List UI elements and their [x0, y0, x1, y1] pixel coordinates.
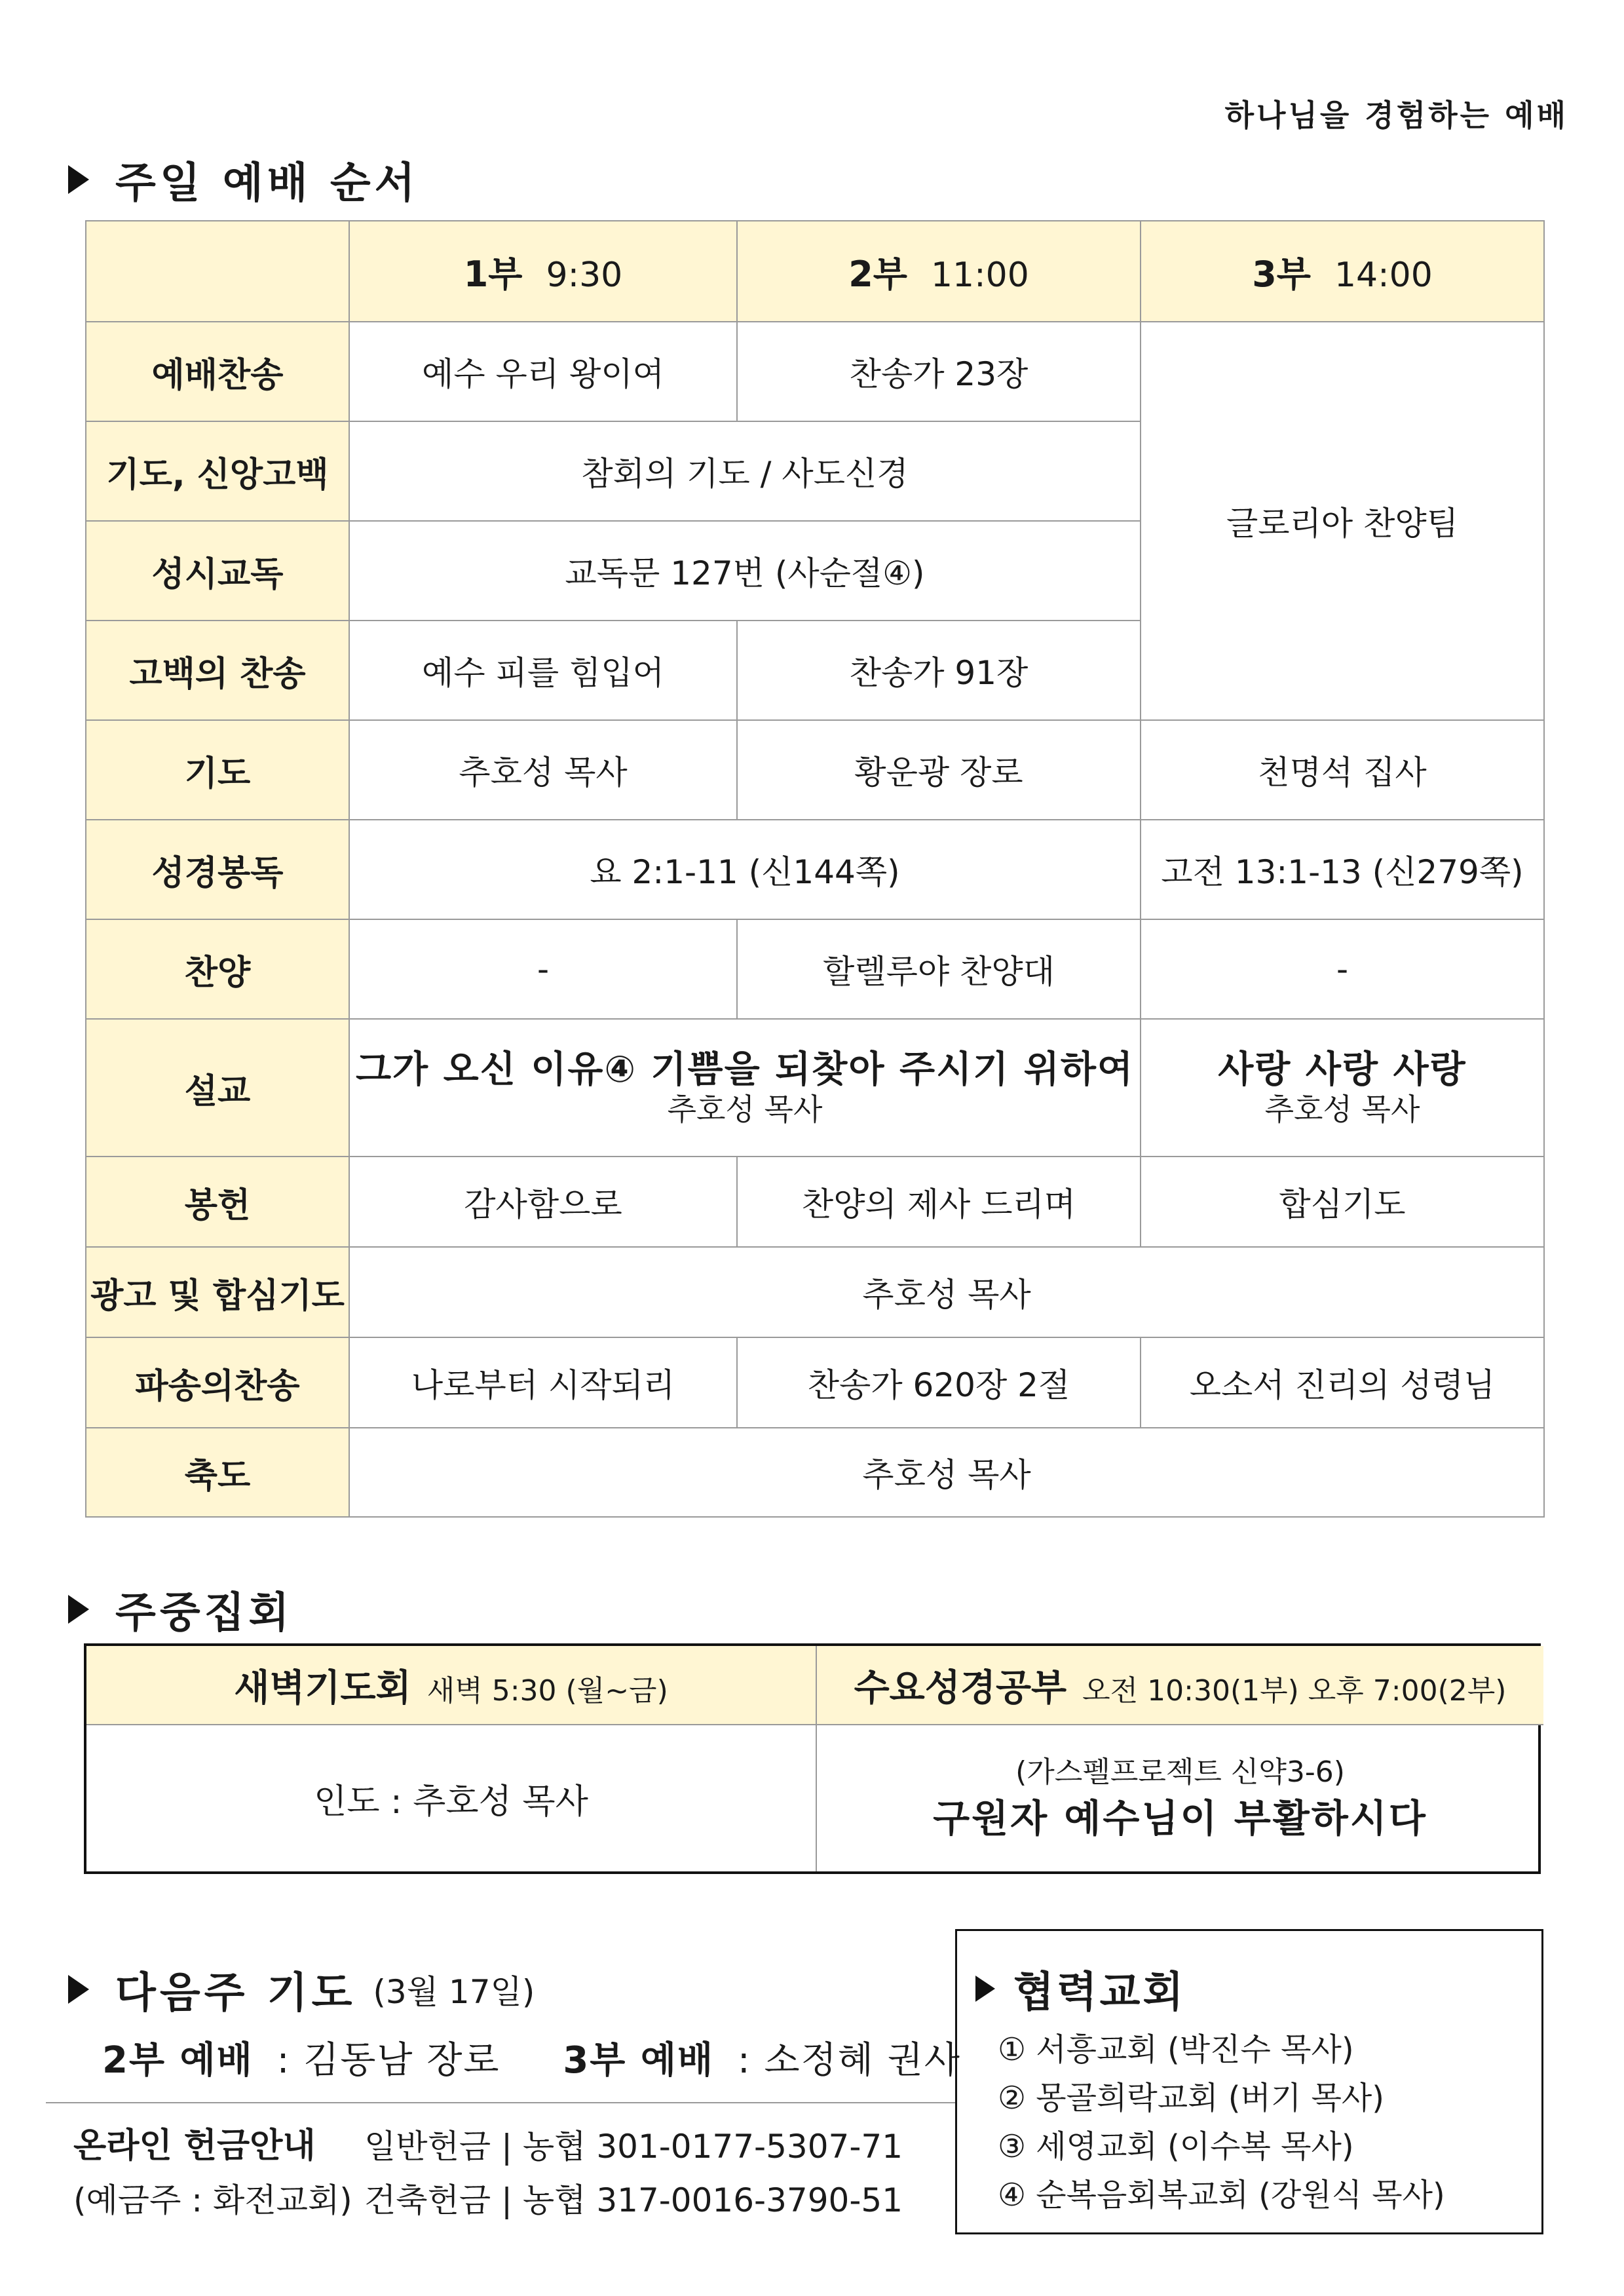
row-choir	[86, 919, 1544, 1019]
wed-header	[816, 1646, 1543, 1725]
midweek-section-title	[68, 1579, 293, 1639]
label-benediction: 축도	[86, 1428, 349, 1517]
giving-holder: (예금주 : 화전교회)	[73, 2181, 352, 2219]
coop-church-item: ① 서흥교회 (박진수 목사)	[998, 2031, 1354, 2068]
sermon-part12	[349, 1019, 1141, 1157]
coop-churches-box	[955, 1929, 1543, 2234]
prayer-creed-value: 참회의 기도 / 사도신경	[349, 421, 1141, 521]
divider-line	[46, 2102, 955, 2103]
label-prayer: 기도	[86, 720, 349, 820]
next-prayer-part3-label: 3부 예배	[563, 2039, 715, 2082]
header-part2: 2부 11:00	[737, 221, 1141, 322]
dawn-leader: 인도 : 추호성 목사	[86, 1725, 816, 1871]
dawn-header	[86, 1646, 816, 1725]
row-announcements	[86, 1247, 1544, 1337]
label-hymn: 예배찬송	[86, 322, 349, 421]
prayer-part3: 천명석 집사	[1141, 720, 1544, 820]
row-scripture	[86, 820, 1544, 919]
dawn-time: 새벽 5:30 (월~금)	[426, 1674, 668, 1708]
hymn-part2: 찬송가 23장	[737, 322, 1141, 421]
label-choir: 찬양	[86, 919, 349, 1019]
label-sending-hymn: 파송의찬송	[86, 1337, 349, 1428]
sermon-preacher: 추호성 목사	[667, 1092, 823, 1127]
label-responsive-reading: 성시교독	[86, 521, 349, 621]
sermon-part3-preacher: 추호성 목사	[1264, 1092, 1420, 1127]
offering-part3: 합심기도	[1141, 1157, 1544, 1247]
scripture-part12: 요 2:1-11 (신144쪽)	[349, 820, 1141, 919]
label-sermon: 설교	[86, 1019, 349, 1157]
triangle-bullet-icon	[68, 1975, 89, 2004]
next-prayer-section-title	[68, 1959, 535, 2019]
midweek-table	[86, 1646, 1543, 1871]
worship-title: 주일 예배 순서	[115, 159, 419, 208]
coop-church-item: ② 몽골희락교회 (버기 목사)	[998, 2080, 1384, 2116]
label-scripture: 성경봉독	[86, 820, 349, 919]
giving-title-block	[73, 2118, 316, 2167]
wed-series: (가스펠프로젝트 신약3-6)	[1015, 1755, 1345, 1789]
label-announcements: 광고 및 합심기도	[86, 1247, 349, 1337]
page-tagline: 하나님을 경험하는 예배	[1224, 98, 1568, 133]
part3-praise-team: 글로리아 찬양팀	[1141, 322, 1544, 720]
label-confession-hymn: 고백의 찬송	[86, 621, 349, 720]
row-benediction	[86, 1428, 1544, 1517]
sending-part2: 찬송가 620장 2절	[737, 1337, 1141, 1428]
announcements-value: 추호성 목사	[349, 1247, 1544, 1337]
sending-part1: 나로부터 시작되리	[349, 1337, 737, 1428]
worship-order-table	[85, 220, 1545, 1518]
label-prayer-creed: 기도, 신앙고백	[86, 421, 349, 521]
responsive-reading-value: 교독문 127번 (사순절④)	[349, 521, 1141, 621]
coop-title: 협력교회	[1013, 1968, 1186, 2017]
scripture-part3: 고전 13:1-13 (신279쪽)	[1141, 820, 1544, 919]
coop-church-item: ③ 세영교회 (이수복 목사)	[998, 2128, 1354, 2165]
choir-part2: 할렐루야 찬양대	[737, 919, 1141, 1019]
next-prayer-line	[102, 2031, 961, 2084]
wed-topic: 구원자 예수님이 부활하시다	[933, 1795, 1427, 1841]
triangle-bullet-icon	[975, 1976, 995, 2002]
next-prayer-part3-name: : 소정혜 권사	[737, 2039, 961, 2082]
midweek-body-row	[86, 1725, 1543, 1871]
offering-part2: 찬양의 제사 드리며	[737, 1157, 1141, 1247]
dawn-name: 새벽기도회	[234, 1666, 411, 1710]
sermon-title: 그가 오신 이유④ 기쁨을 되찾아 주시기 위하여	[355, 1048, 1135, 1091]
row-offering	[86, 1157, 1544, 1247]
midweek-header-row	[86, 1646, 1543, 1725]
row-sending-hymn	[86, 1337, 1544, 1428]
hymn-part1: 예수 우리 왕이여	[349, 322, 737, 421]
worship-header-row	[86, 221, 1544, 322]
row-sermon	[86, 1019, 1544, 1157]
next-prayer-title: 다음주 기도	[115, 1969, 356, 2018]
sermon-part3	[1141, 1019, 1544, 1157]
sending-part3: 오소서 진리의 성령님	[1141, 1337, 1544, 1428]
sermon-part3-title: 사랑 사랑 사랑	[1218, 1048, 1467, 1091]
header-empty-cell	[86, 221, 349, 322]
triangle-bullet-icon	[68, 1595, 89, 1624]
row-hymn	[86, 322, 1544, 421]
wed-time: 오전 10:30(1부) 오후 7:00(2부)	[1082, 1674, 1507, 1708]
header-part3: 3부 14:00	[1141, 221, 1544, 322]
next-prayer-date: (3월 17일)	[373, 1973, 535, 2011]
choir-part3: -	[1141, 919, 1544, 1019]
giving-building-account: 건축헌금 | 농협 317-0016-3790-51	[364, 2181, 903, 2219]
header-part1: 1부 9:30	[349, 221, 737, 322]
coop-church-item: ④ 순복음회복교회 (강원식 목사)	[998, 2177, 1445, 2213]
giving-title: 온라인 헌금안내	[73, 2126, 316, 2166]
wed-content	[816, 1725, 1543, 1871]
coop-title-row	[975, 1959, 1541, 2019]
choir-part1: -	[349, 919, 737, 1019]
row-prayer	[86, 720, 1544, 820]
midweek-box	[84, 1643, 1541, 1874]
benediction-value: 추호성 목사	[349, 1428, 1544, 1517]
confession-part2: 찬송가 91장	[737, 621, 1141, 720]
next-prayer-part2-label: 2부 예배	[102, 2039, 254, 2082]
offering-part1: 감사함으로	[349, 1157, 737, 1247]
label-offering: 봉헌	[86, 1157, 349, 1247]
next-prayer-part2-name: : 김동남 장로	[276, 2039, 500, 2082]
prayer-part2: 황운광 장로	[737, 720, 1141, 820]
wed-name: 수요성경공부	[854, 1666, 1067, 1710]
giving-general-account: 일반헌금 | 농협 301-0177-5307-71	[364, 2128, 903, 2166]
confession-part1: 예수 피를 힘입어	[349, 621, 737, 720]
midweek-title: 주중집회	[115, 1589, 293, 1637]
triangle-bullet-icon	[68, 165, 89, 194]
worship-section-title	[68, 149, 419, 210]
prayer-part1: 추호성 목사	[349, 720, 737, 820]
